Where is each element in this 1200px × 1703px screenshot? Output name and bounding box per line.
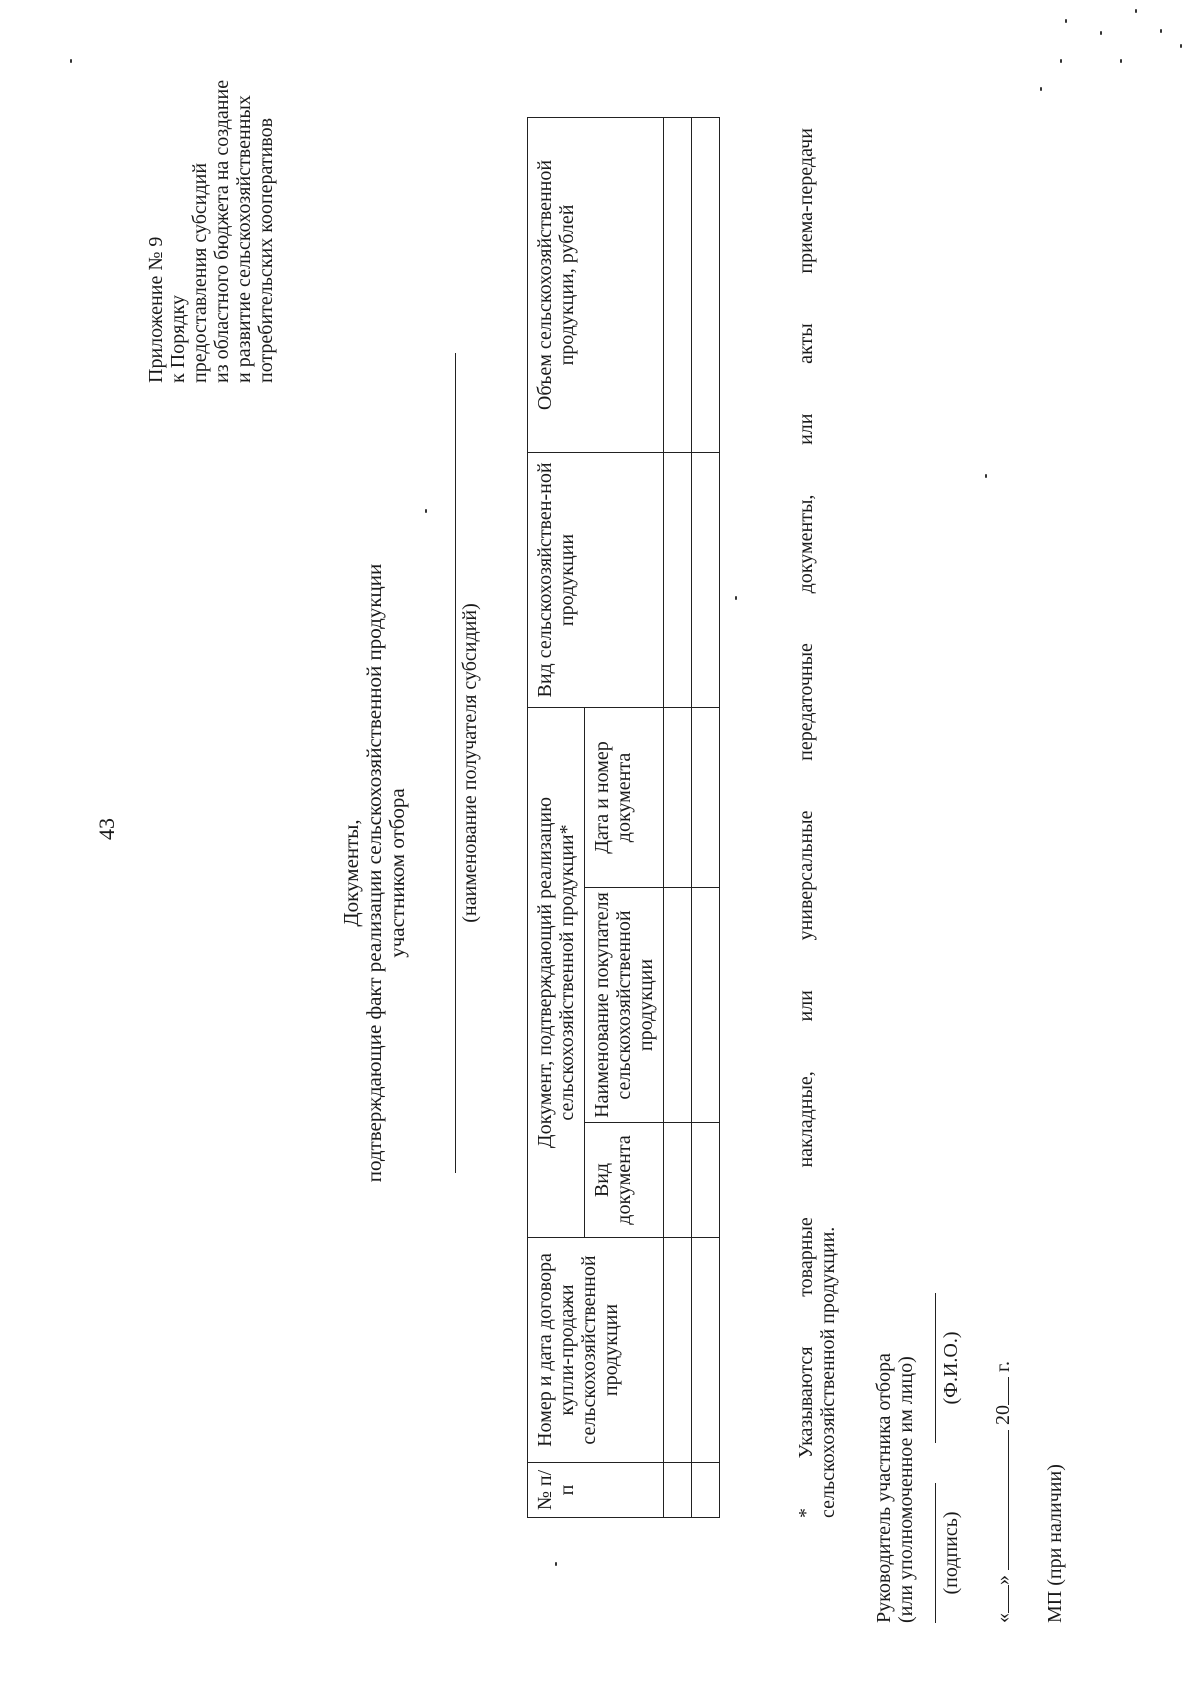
title-line: Документы, bbox=[339, 819, 363, 927]
footnote-word: универсальные bbox=[795, 810, 817, 941]
table-cell bbox=[664, 1238, 692, 1463]
year-suffix: г. bbox=[992, 1361, 1014, 1372]
col-header-contract: Номер и дата договора купли-продажи сельскохозяйственной продукции bbox=[528, 1238, 664, 1463]
annex-header bbox=[145, 3, 277, 383]
page-number: 43 bbox=[94, 818, 119, 840]
scan-speck bbox=[425, 509, 427, 513]
month-blank bbox=[1008, 1430, 1009, 1570]
table-cell bbox=[664, 1123, 692, 1238]
annex-line: Приложение № 9 bbox=[145, 236, 167, 383]
table-row bbox=[692, 117, 720, 1517]
table-cell bbox=[692, 1238, 720, 1463]
footnote-word: приема-передачи bbox=[795, 128, 817, 274]
col-header-document-group: Документ, подтверждающий реализацию сельскохозяйственной продукции* bbox=[528, 707, 585, 1237]
scan-speck bbox=[735, 596, 737, 600]
signature-field bbox=[935, 1483, 962, 1623]
year-blank bbox=[1008, 1377, 1009, 1405]
footnote-word: или bbox=[795, 413, 817, 445]
name-field bbox=[935, 1293, 962, 1443]
recipient-caption: (наименование получателя субсидий) bbox=[459, 603, 481, 923]
table-cell bbox=[664, 888, 692, 1123]
scan-speck bbox=[1180, 44, 1182, 48]
footnote-word: * bbox=[795, 1508, 817, 1518]
annex-line: потребительских кооперативов bbox=[255, 117, 277, 383]
scan-speck bbox=[1160, 29, 1162, 33]
table-cell bbox=[692, 452, 720, 707]
footnote-word: Указываются bbox=[795, 1346, 817, 1459]
table-cell bbox=[692, 707, 720, 887]
col-header-doc-date: Дата и номер документа bbox=[585, 707, 664, 887]
table-cell bbox=[692, 117, 720, 452]
scan-speck bbox=[1135, 9, 1137, 13]
table-row bbox=[664, 117, 692, 1517]
document-title bbox=[340, 423, 409, 1323]
signature-label: (подпись) bbox=[940, 1511, 962, 1595]
table-cell bbox=[664, 1463, 692, 1518]
col-header-doc-type: Вид документа bbox=[585, 1123, 664, 1238]
footnote-word: накладные, bbox=[795, 1071, 817, 1168]
footnote bbox=[795, 128, 839, 1518]
table-cell bbox=[664, 707, 692, 887]
col-header-buyer: Наименование покупателя сельскохозяйственной продукции bbox=[585, 888, 664, 1123]
scan-speck bbox=[1100, 31, 1102, 35]
table-cell bbox=[692, 888, 720, 1123]
year-prefix: 20 bbox=[992, 1405, 1014, 1425]
footnote-word: документы, bbox=[795, 494, 817, 594]
scan-speck bbox=[985, 474, 987, 478]
annex-line: из областного бюджета на создание bbox=[211, 79, 233, 383]
documents-table bbox=[527, 117, 720, 1518]
annex-line: и развитие сельскохозяйственных bbox=[233, 95, 255, 383]
recipient-name-line bbox=[455, 353, 456, 1173]
signature-block bbox=[873, 1103, 1066, 1623]
table-cell bbox=[692, 1463, 720, 1518]
footnote-word: акты bbox=[795, 323, 817, 364]
table-cell bbox=[664, 117, 692, 452]
table-cell bbox=[664, 452, 692, 707]
footnote-word: товарные bbox=[795, 1217, 817, 1297]
scan-speck bbox=[70, 59, 72, 63]
table-cell bbox=[692, 1123, 720, 1238]
scan-speck bbox=[1040, 87, 1042, 91]
col-header-number: № п/п bbox=[528, 1463, 664, 1518]
col-header-volume: Объем сельскохозяйственной продукции, рублей bbox=[528, 117, 664, 452]
signature-row bbox=[935, 1103, 962, 1623]
scan-speck bbox=[555, 1562, 557, 1566]
scan-speck bbox=[1060, 59, 1062, 63]
scan-speck bbox=[1120, 59, 1122, 63]
footnote-word: или bbox=[795, 990, 817, 1022]
footnote-line-2: сельскохозяйственной продукции. bbox=[817, 1226, 839, 1518]
name-label: (Ф.И.О.) bbox=[940, 1331, 962, 1405]
date-close-quote: » bbox=[992, 1575, 1014, 1585]
footnote-line-1 bbox=[795, 128, 817, 1518]
seal-note: МП (при наличии) bbox=[1044, 1464, 1066, 1623]
date-line bbox=[992, 1103, 1014, 1623]
day-blank bbox=[1008, 1585, 1009, 1613]
head-title: Руководитель участника отбора bbox=[873, 1353, 895, 1623]
title-line: участником отбора bbox=[385, 788, 409, 958]
title-line: подтверждающие факт реализации сельскохозяйственной продукции bbox=[362, 563, 386, 1183]
footnote-word: передаточные bbox=[795, 643, 817, 761]
head-subtitle: (или уполномоченное им лицо) bbox=[895, 1356, 917, 1623]
date-open-quote: « bbox=[992, 1613, 1014, 1623]
annex-line: предоставления субсидий bbox=[189, 162, 211, 383]
annex-line: к Порядку bbox=[167, 295, 189, 383]
col-header-product-type: Вид сельскохозяйствен-ной продукции bbox=[528, 452, 664, 707]
scan-speck bbox=[1065, 19, 1067, 23]
